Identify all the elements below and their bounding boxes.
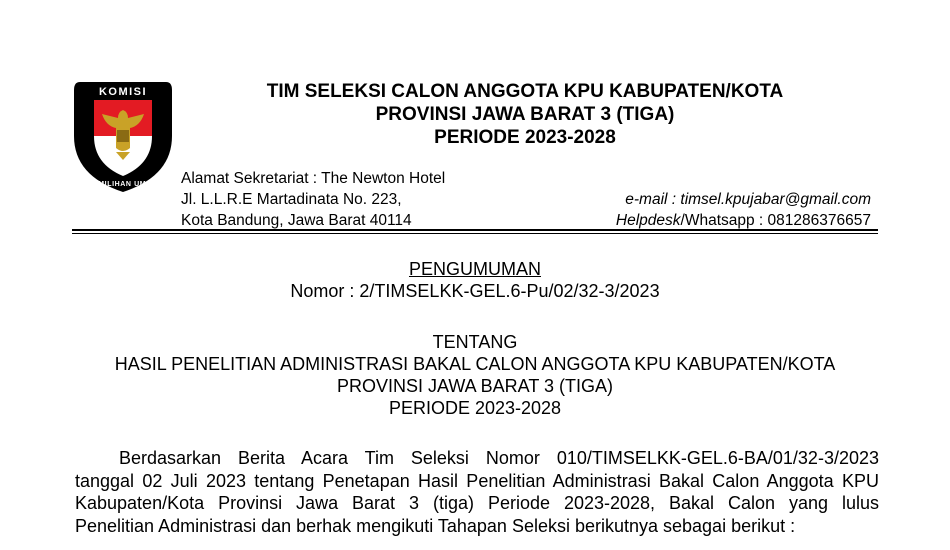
title-line: TIM SELEKSI CALON ANGGOTA KPU KABUPATEN/KOTA: [266, 81, 784, 102]
logo-top-text: KOMISI: [98, 86, 148, 98]
announcement-heading: [60, 258, 890, 302]
subject-line: HASIL PENELITIAN ADMINISTRASI BAKAL CALON ANGGOTA KPU KABUPATEN/KOTA: [114, 354, 836, 374]
announcement-number: Nomor : 2/TIMSELKK-GEL.6-Pu/02/32-3/2023: [290, 281, 660, 301]
announcement-subject: [60, 331, 890, 419]
secretariat-address: [181, 168, 445, 231]
email-contact: e-mail : timsel.kpujabar@gmail.com: [625, 191, 871, 208]
body-paragraph: [75, 447, 879, 537]
contact-info: [616, 189, 871, 231]
logo-bottom-text: PEMILIHAN UMUM: [87, 181, 159, 188]
subject-line: PERIODE 2023-2028: [388, 398, 562, 418]
address-line: Alamat Sekretariat : The Newton Hotel: [181, 170, 446, 187]
announcement-title: PENGUMUMAN: [408, 259, 541, 279]
whatsapp-contact: /Whatsapp : 081286376657: [680, 212, 871, 229]
letterhead-divider-thin: [72, 233, 878, 234]
kpu-logo: [72, 78, 174, 194]
subject-line: TENTANG: [432, 332, 518, 352]
letterhead-title: [175, 80, 875, 149]
paragraph-line: Kabupaten/Kota Provinsi Jawa Barat 3 (tiga) Periode 2023-2028, Bakal Calon yang lulus: [75, 493, 879, 513]
paragraph-line: Berdasarkan Berita Acara Tim Seleksi Nomor 010/TIMSELKK-GEL.6-BA/01/32-3/2023: [119, 448, 879, 468]
title-line: PERIODE 2023-2028: [434, 127, 616, 148]
subject-line: PROVINSI JAWA BARAT 3 (TIGA): [336, 376, 614, 396]
address-line: Jl. L.L.R.E Martadinata No. 223,: [181, 191, 402, 208]
helpdesk-label: Helpdesk: [615, 212, 681, 229]
title-line: PROVINSI JAWA BARAT 3 (TIGA): [375, 104, 675, 125]
address-line: Kota Bandung, Jawa Barat 40114: [181, 212, 412, 229]
paragraph-line: Penelitian Administrasi dan berhak mengikuti Tahapan Seleksi berikutnya sebagai berikut :: [75, 515, 796, 536]
letterhead-divider: [72, 229, 878, 231]
paragraph-line: tanggal 02 Juli 2023 tentang Penetapan Hasil Penelitian Administrasi Bakal Calon Anggota KPU: [75, 470, 879, 491]
